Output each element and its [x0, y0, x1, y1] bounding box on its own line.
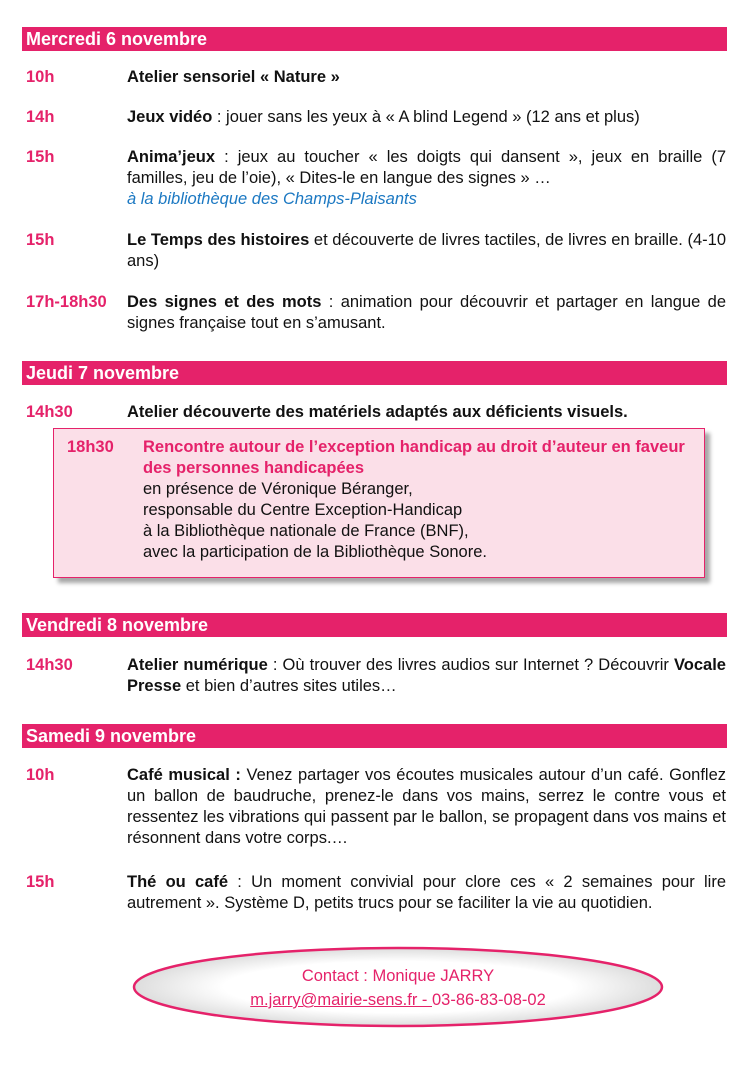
event-time: 15h: [26, 231, 55, 249]
event-location: à la bibliothèque des Champs-Plaisants: [127, 190, 417, 208]
event-time: 14h30: [26, 656, 73, 674]
event-title: Jeux vidéo: [127, 108, 213, 126]
event-item: [26, 402, 726, 423]
event-item: [26, 655, 726, 697]
event-item: [26, 765, 726, 849]
event-text: et découverte de livres tactiles, de livres en braille. (4-10 ans): [127, 231, 726, 270]
contact-phone: 03-86-83-08-02: [432, 991, 546, 1009]
event-text: : animation pour découvrir et partager en langue de signes française tout en s’amusant.: [127, 293, 726, 332]
event-time: 10h: [26, 68, 55, 86]
event-item: [26, 67, 726, 88]
event-item: [26, 292, 726, 334]
event-item: [26, 107, 726, 128]
event-title: Atelier découverte des matériels adaptés aux déficients visuels.: [127, 403, 628, 421]
highlight-line: à la Bibliothèque nationale de France (BNF),: [143, 522, 469, 540]
highlight-line: responsable du Centre Exception-Handicap: [143, 501, 463, 519]
event-title: Anima’jeux: [127, 148, 216, 166]
contact-name: Contact : Monique JARRY: [301, 967, 495, 985]
event-text: : Où trouver des livres audios sur Internet ? Découvrir: [267, 656, 674, 674]
event-text: : Un moment convivial pour clore ces « 2 semaines pour lire autrement ». Système D, petits trucs pour se faciliter la vie au quotidien.: [127, 873, 726, 912]
event-title: Thé ou café: [127, 873, 229, 891]
event-text: : jouer sans les yeux à « A blind Legend » (12 ans et plus): [212, 108, 640, 126]
event-title: Atelier numérique: [127, 656, 268, 674]
event-time: 14h: [26, 108, 55, 126]
event-item: [26, 147, 726, 210]
highlight-box: [53, 428, 705, 578]
event-text-secondary: et bien d’autres sites utiles…: [181, 677, 397, 695]
day-header-mercredi: Mercredi 6 novembre: [22, 27, 727, 51]
event-text: Venez partager vos écoutes musicales autour d’un café. Gonflez un ballon de baudruche, prenez-le dans vos mains, serrez le contre vous et ressentez les vibrations qui passent par le ballon, se propagent dans vos mains et résonnent dans votre corps.…: [127, 766, 727, 847]
event-title: Le Temps des histoires: [127, 231, 310, 249]
highlight-time: 18h30: [67, 438, 114, 456]
event-time: 15h: [26, 873, 55, 891]
event-time: 15h: [26, 148, 55, 166]
day-header-jeudi: Jeudi 7 novembre: [22, 361, 727, 385]
event-time: 10h: [26, 766, 55, 784]
event-item: [26, 230, 726, 272]
event-time: 17h-18h30: [26, 293, 107, 311]
event-text: : jeux au toucher « les doigts qui dansent », jeux en braille (7 familles, jeu de l’oie), « Dites-le en langue des signes » …: [127, 148, 726, 187]
event-title: Café musical :: [127, 766, 241, 784]
day-header-vendredi: Vendredi 8 novembre: [22, 613, 727, 637]
contact-box: [130, 944, 666, 1030]
event-title-secondary: Vocale Presse: [127, 656, 726, 695]
highlight-title: Rencontre autour de l’exception handicap au droit d’auteur en faveur des personnes handicapées: [143, 438, 685, 477]
event-item: [26, 872, 726, 914]
event-title: Des signes et des mots: [127, 293, 322, 311]
event-title: Atelier sensoriel « Nature »: [127, 68, 340, 86]
day-header-samedi: Samedi 9 novembre: [22, 724, 727, 748]
contact-email-link[interactable]: m.jarry@mairie-sens.fr -: [250, 991, 432, 1009]
event-time: 14h30: [26, 403, 73, 421]
highlight-line: avec la participation de la Bibliothèque Sonore.: [143, 543, 487, 561]
highlight-line: en présence de Véronique Béranger,: [143, 480, 413, 498]
